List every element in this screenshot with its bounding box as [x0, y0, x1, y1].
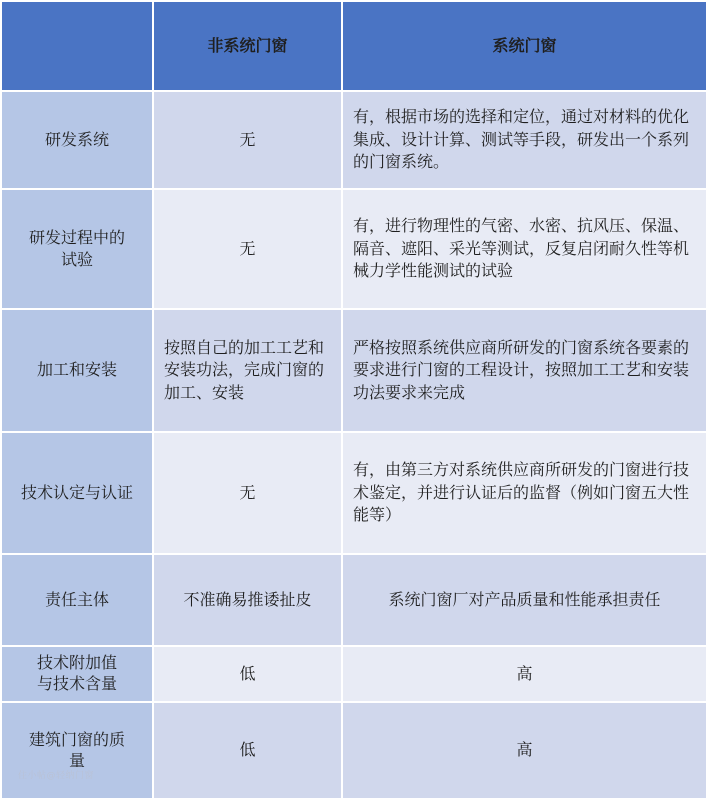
- header-system: 系统门窗: [342, 1, 706, 91]
- non-system-cell: 低: [153, 702, 342, 799]
- system-cell: 高: [342, 702, 706, 799]
- system-cell: 系统门窗厂对产品质量和性能承担责任: [342, 554, 706, 646]
- header-non-system: 非系统门窗: [153, 1, 342, 91]
- row-label: 技术附加值与技术含量: [1, 646, 153, 702]
- row-label: 建筑门窗的质量: [1, 702, 153, 799]
- non-system-cell: 不准确易推诿扯皮: [153, 554, 342, 646]
- table-row: [1, 702, 706, 799]
- system-cell: 严格按照系统供应商所研发的门窗系统各要素的要求进行门窗的工程设计，按照加工工艺和安装功法要求来完成: [342, 309, 706, 432]
- header-empty-cell: [1, 1, 153, 91]
- table-row: [1, 432, 706, 554]
- row-label: 加工和安装: [1, 309, 153, 432]
- system-cell: 有，由第三方对系统供应商所研发的门窗进行技术鉴定，并进行认证后的监督（例如门窗五大性能等）: [342, 432, 706, 554]
- row-label: 技术认定与认证: [1, 432, 153, 554]
- system-cell: 有，进行物理性的气密、水密、抗风压、保温、隔音、遮阳、采光等测试，反复启闭耐久性等机械力学性能测试的试验: [342, 189, 706, 309]
- system-cell: 高: [342, 646, 706, 702]
- non-system-cell: 无: [153, 432, 342, 554]
- non-system-cell: 无: [153, 189, 342, 309]
- table-row: [1, 189, 706, 309]
- non-system-cell: 按照自己的加工工艺和安装功法，完成门窗的加工、安装: [153, 309, 342, 432]
- row-label: 研发过程中的试验: [1, 189, 153, 309]
- system-cell: 有，根据市场的选择和定位，通过对材料的优化集成、设计计算、测试等手段，研发出一个系列的门窗系统。: [342, 91, 706, 189]
- non-system-cell: 无: [153, 91, 342, 189]
- table-row: [1, 646, 706, 702]
- watermark: 住小帖@轻纳门窗: [18, 771, 95, 781]
- table-row: [1, 554, 706, 646]
- row-label: 研发系统: [1, 91, 153, 189]
- non-system-cell: 低: [153, 646, 342, 702]
- table-row: [1, 309, 706, 432]
- table-row: [1, 91, 706, 189]
- header-row: [1, 1, 706, 91]
- row-label: 责任主体: [1, 554, 153, 646]
